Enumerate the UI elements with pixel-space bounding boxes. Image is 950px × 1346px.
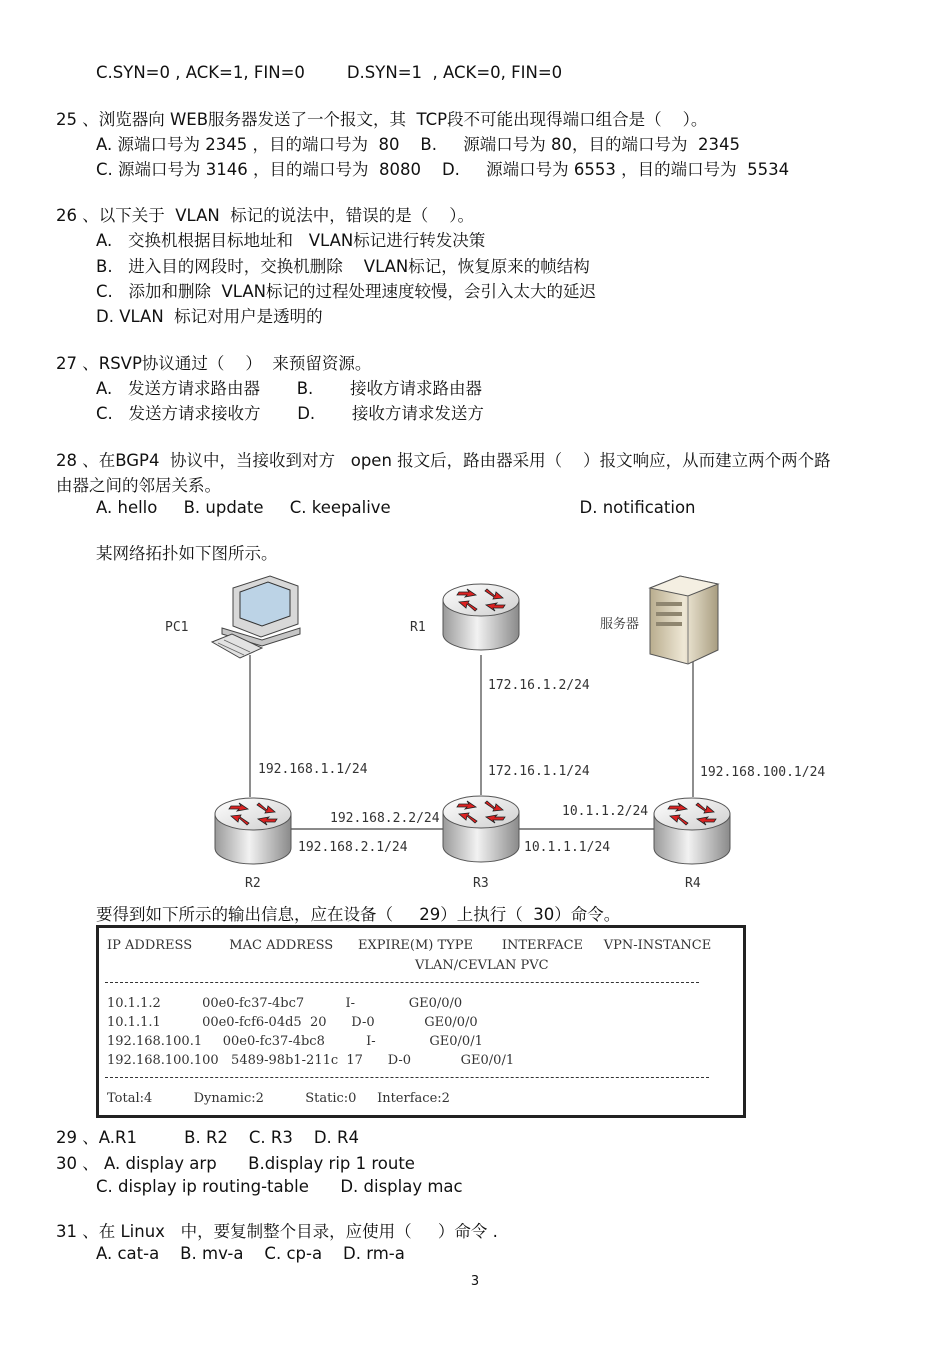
arp-row: 10.1.1.2 00e0-fc37-4bc7 I- GE0/0/0	[107, 996, 463, 1011]
q25-options-ab: A. 源端口号为 2345 ，目的端口号为 80 B. 源端口号为 80，目的端口号为 2345	[96, 135, 740, 154]
ip-label-pc1-r2: 192.168.1.1/24	[258, 762, 368, 777]
pc1-computer-icon	[212, 576, 300, 658]
topology-intro: 某网络拓扑如下图所示。	[96, 544, 278, 563]
q29-30-stem: 要得到如下所示的输出信息，应在设备（ 29）上执行（ 30）命令。	[96, 905, 621, 924]
q26-option-c: C. 添加和删除 VLAN标记的过程处理速度较慢，会引入太大的延迟	[96, 282, 596, 301]
server-icon	[650, 576, 718, 664]
r1-label: R1	[410, 620, 426, 635]
q27-stem: 27 、RSVP协议通过（ ） 来预留资源。	[56, 354, 372, 373]
arp-footer: Total:4 Dynamic:2 Static:0 Interface:2	[107, 1091, 450, 1106]
ip-label-r4-left: 10.1.1.2/24	[562, 804, 649, 819]
arp-row: 10.1.1.1 00e0-fcf6-04d5 20 D-0 GE0/0/0	[107, 1015, 478, 1030]
q30-options-ab: 30 、 A. display arp B.display rip 1 route	[56, 1154, 415, 1173]
ip-label-r3-up: 172.16.1.1/24	[488, 764, 590, 779]
ip-label-server-r4: 192.168.100.1/24	[700, 765, 826, 780]
ip-label-r1: 172.16.1.2/24	[488, 678, 590, 693]
ip-label-r2-right: 192.168.2.1/24	[298, 840, 408, 855]
q28-stem: 28 、在BGP4 协议中，当接收到对方 open 报文后，路由器采用（ ）报文响应，从而建立两个两个路	[56, 451, 831, 470]
q26-option-d: D. VLAN 标记对用户是透明的	[96, 307, 323, 326]
r4-label: R4	[685, 876, 701, 891]
q31-stem: 31 、在 Linux 中，要复制整个目录，应使用（ ）命令 .	[56, 1222, 498, 1241]
pc1-label: PC1	[165, 620, 189, 635]
arp-divider-top	[105, 982, 699, 983]
r2-router-icon	[215, 798, 291, 864]
q25-options-cd: C. 源端口号为 3146 ，目的端口号为 8080 D. 源端口号为 6553 ，目的端口号为 5534	[96, 160, 790, 179]
q28-stem-cont: 由器之间的邻居关系。	[56, 476, 221, 495]
q27-options-ab: A. 发送方请求路由器 B. 接收方请求路由器	[96, 379, 482, 398]
ip-label-r3-left: 192.168.2.2/24	[330, 811, 440, 826]
r3-router-icon	[443, 796, 519, 862]
q25-stem: 25 、浏览器向 WEB服务器发送了一个报文，其 TCP段不可能出现得端口组合是（ ）。	[56, 110, 708, 129]
r2-label: R2	[245, 876, 261, 891]
q29-options: 29 、A.R1 B. R2 C. R3 D. R4	[56, 1128, 360, 1147]
arp-row: 192.168.100.1 00e0-fc37-4bc8 I- GE0/0/1	[107, 1034, 483, 1049]
network-topology-diagram	[0, 560, 950, 900]
r3-label: R3	[473, 876, 489, 891]
r1-router-icon	[443, 584, 519, 650]
arp-divider-bottom	[105, 1077, 709, 1078]
ip-label-r3-right: 10.1.1.1/24	[524, 840, 611, 855]
q27-options-cd: C. 发送方请求接收方 D. 接收方请求发送方	[96, 404, 484, 423]
q26-option-b: B. 进入目的网段时，交换机删除 VLAN标记，恢复原来的帧结构	[96, 257, 590, 276]
q30-options-cd: C. display ip routing-table D. display mac	[96, 1177, 463, 1196]
arp-output-box	[96, 925, 746, 1118]
r4-router-icon	[654, 798, 730, 864]
q26-option-a: A. 交换机根据目标地址和 VLAN标记进行转发决策	[96, 231, 486, 250]
page-number: 3	[470, 1274, 480, 1289]
arp-header-row: IP ADDRESS MAC ADDRESS EXPIRE(M) TYPE INTERFACE VPN-INSTANCE	[107, 938, 712, 953]
arp-header-row-2: VLAN/CEVLAN PVC	[415, 958, 549, 973]
q26-stem: 26 、以下关于 VLAN 标记的说法中，错误的是（ ）。	[56, 206, 474, 225]
server-label: 服务器	[600, 617, 640, 632]
q28-options: A. hello B. update C. keepalive D. notification	[96, 498, 696, 517]
q31-options: A. cat-a B. mv-a C. cp-a D. rm-a	[96, 1244, 405, 1263]
arp-row: 192.168.100.100 5489-98b1-211c 17 D-0 GE0/0/1	[107, 1053, 515, 1068]
q24-options-cd: C.SYN=0 , ACK=1, FIN=0 D.SYN=1 , ACK=0, FIN=0	[96, 63, 563, 82]
